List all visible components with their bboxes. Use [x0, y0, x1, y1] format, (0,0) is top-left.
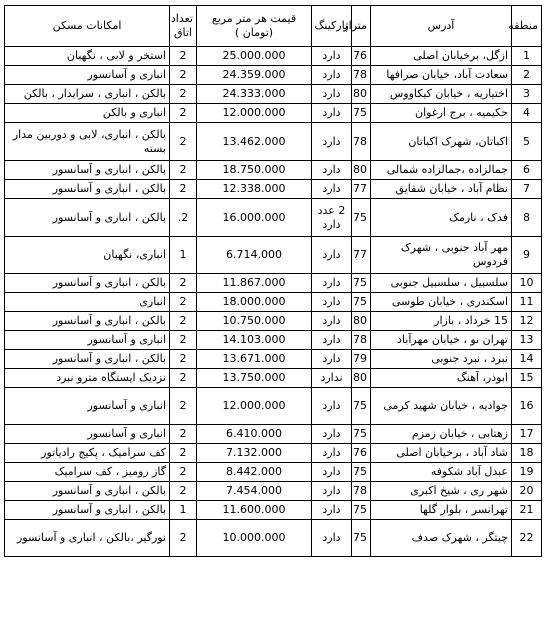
cell-region: 8	[512, 199, 542, 237]
cell-price: 25.000.000	[197, 47, 312, 66]
cell-area: 80	[352, 161, 371, 180]
cell-region: 22	[512, 520, 542, 557]
cell-region: 10	[512, 274, 542, 293]
cell-address: جوادیه ، خیابان شهید کرمی	[371, 388, 512, 425]
cell-price: 16.000.000	[197, 199, 312, 237]
cell-region: 21	[512, 501, 542, 520]
cell-area: 78	[352, 123, 371, 161]
cell-region: 19	[512, 463, 542, 482]
cell-rooms: 2	[170, 520, 197, 557]
cell-amenities: انباری و آسانسور	[5, 388, 170, 425]
table-row	[5, 199, 542, 237]
cell-amenities: بالکن ، انباری و آسانسور	[5, 312, 170, 331]
header-address: آدرس	[371, 6, 512, 47]
table-row	[5, 425, 542, 444]
cell-region: 15	[512, 369, 542, 388]
cell-address: اسکندری ، خیابان طوسی	[371, 293, 512, 312]
cell-rooms: 2	[170, 66, 197, 85]
cell-region: 13	[512, 331, 542, 350]
cell-area: 80	[352, 369, 371, 388]
cell-rooms: 1	[170, 501, 197, 520]
cell-area: 75	[352, 388, 371, 425]
cell-area: 75	[352, 463, 371, 482]
table-row	[5, 85, 542, 104]
cell-region: 7	[512, 180, 542, 199]
cell-amenities: انباری	[5, 293, 170, 312]
cell-area: 78	[352, 482, 371, 501]
cell-price: 8.442.000	[197, 463, 312, 482]
header-row	[5, 6, 542, 47]
table-row	[5, 350, 542, 369]
cell-parking: دارد	[312, 331, 352, 350]
table-row	[5, 482, 542, 501]
cell-area: 75	[352, 274, 371, 293]
cell-amenities: بالکن ، انباری و آسانسور	[5, 180, 170, 199]
cell-rooms: 1	[170, 237, 197, 274]
cell-region: 16	[512, 388, 542, 425]
cell-parking: دارد	[312, 520, 352, 557]
cell-price: 24.359.000	[197, 66, 312, 85]
cell-region: 1	[512, 47, 542, 66]
cell-price: 11.867.000	[197, 274, 312, 293]
cell-parking: دارد	[312, 66, 352, 85]
cell-address: نبرد ، نبرد جنوبی	[371, 350, 512, 369]
cell-price: 7.454.000	[197, 482, 312, 501]
cell-area: 75	[352, 501, 371, 520]
cell-amenities: نورگیر ،بالکن ، انباری و آسانسور	[5, 520, 170, 557]
cell-parking: دارد	[312, 312, 352, 331]
cell-address: شهر ری ، شیخ اکبری	[371, 482, 512, 501]
cell-area: 79	[352, 350, 371, 369]
cell-address: عبدل آباد شکوفه	[371, 463, 512, 482]
cell-amenities: بالکن ، انباری و آسانسور	[5, 501, 170, 520]
cell-rooms: 2	[170, 274, 197, 293]
cell-price: 13.462.000	[197, 123, 312, 161]
header-price: قیمت هر متر مربع (تومان )	[197, 6, 312, 47]
cell-amenities: بالکن ، انباری ، سرایدار ، بالکن	[5, 85, 170, 104]
cell-rooms: 2	[170, 369, 197, 388]
cell-address: ازگل، برخیابان اصلی	[371, 47, 512, 66]
table-row	[5, 47, 542, 66]
cell-parking: دارد	[312, 293, 352, 312]
cell-address: تهران نو ، خیابان مهرآباد	[371, 331, 512, 350]
cell-parking: دارد	[312, 104, 352, 123]
cell-region: 18	[512, 444, 542, 463]
cell-parking: دارد	[312, 501, 352, 520]
cell-price: 13.750.000	[197, 369, 312, 388]
table-row	[5, 66, 542, 85]
cell-rooms: 2	[170, 123, 197, 161]
cell-amenities: گاز رومیز ، کف سرامیک	[5, 463, 170, 482]
cell-parking: دارد	[312, 482, 352, 501]
cell-parking: دارد	[312, 444, 352, 463]
table-body	[5, 47, 542, 557]
table-row	[5, 331, 542, 350]
cell-area: 75	[352, 293, 371, 312]
cell-parking: دارد	[312, 463, 352, 482]
cell-address: 15 خرداد ، بازار	[371, 312, 512, 331]
cell-region: 2	[512, 66, 542, 85]
cell-price: 12.000.000	[197, 104, 312, 123]
cell-parking: دارد	[312, 123, 352, 161]
cell-parking: دارد	[312, 47, 352, 66]
cell-address: فدک ، نارمک	[371, 199, 512, 237]
cell-area: 75	[352, 520, 371, 557]
cell-rooms: 2	[170, 47, 197, 66]
cell-address: حکیمیه ، برج ارغوان	[371, 104, 512, 123]
cell-rooms: 2	[170, 482, 197, 501]
cell-amenities: انباری، نگهبان	[5, 237, 170, 274]
cell-region: 11	[512, 293, 542, 312]
housing-table	[4, 5, 542, 557]
cell-region: 9	[512, 237, 542, 274]
cell-address: سعادت آباد، خیابان صرافها	[371, 66, 512, 85]
table-row	[5, 237, 542, 274]
cell-address: تهرانسر ، بلوار گلها	[371, 501, 512, 520]
table-row	[5, 123, 542, 161]
cell-area: 75	[352, 104, 371, 123]
cell-address: نظام آباد ، خیابان شقایق	[371, 180, 512, 199]
cell-amenities: انباری و بالکن	[5, 104, 170, 123]
cell-parking: دارد	[312, 85, 352, 104]
cell-rooms: 2	[170, 425, 197, 444]
cell-parking: دارد	[312, 350, 352, 369]
cell-address: سلسبیل ، سلسبیل جنوبی	[371, 274, 512, 293]
cell-amenities: بالکن ، انباری و آسانسور	[5, 350, 170, 369]
cell-price: 11.600.000	[197, 501, 312, 520]
cell-rooms: 2	[170, 180, 197, 199]
cell-rooms: 2	[170, 85, 197, 104]
cell-rooms: 2.	[170, 199, 197, 237]
cell-region: 5	[512, 123, 542, 161]
table-row	[5, 293, 542, 312]
cell-amenities: بالکن ، انباری، لابی و دوربین مدار بسته	[5, 123, 170, 161]
cell-region: 12	[512, 312, 542, 331]
table-row	[5, 444, 542, 463]
table-row	[5, 180, 542, 199]
cell-area: 76	[352, 444, 371, 463]
header-area: متراژ	[352, 6, 371, 47]
housing-table-container	[4, 5, 542, 557]
cell-region: 20	[512, 482, 542, 501]
table-row	[5, 463, 542, 482]
cell-price: 24.333.000	[197, 85, 312, 104]
cell-address: چیتگر ، شهرک صدف	[371, 520, 512, 557]
cell-price: 18.000.000	[197, 293, 312, 312]
cell-address: ابوذر، آهنگ	[371, 369, 512, 388]
cell-region: 17	[512, 425, 542, 444]
cell-rooms: 2	[170, 388, 197, 425]
cell-area: 80	[352, 85, 371, 104]
cell-rooms: 2	[170, 161, 197, 180]
cell-amenities: بالکن ، انباری و آسانسور	[5, 482, 170, 501]
cell-area: 75	[352, 199, 371, 237]
cell-parking: دارد	[312, 388, 352, 425]
cell-rooms: 2	[170, 312, 197, 331]
table-row	[5, 274, 542, 293]
header-parking: پارکینگ	[312, 6, 352, 47]
cell-parking: دارد	[312, 237, 352, 274]
cell-price: 14.103.000	[197, 331, 312, 350]
cell-amenities: نزدیک ایستگاه مترو نبرد	[5, 369, 170, 388]
cell-rooms: 2	[170, 104, 197, 123]
cell-amenities: بالکن ، انباری و آسانسور	[5, 161, 170, 180]
cell-price: 7.132.000	[197, 444, 312, 463]
cell-amenities: کف سرامیک ، پکیج رادیاتور	[5, 444, 170, 463]
cell-amenities: بالکن ، انباری و آسانسور	[5, 274, 170, 293]
cell-address: زهتابی ، خیابان زمزم	[371, 425, 512, 444]
cell-parking: دارد	[312, 180, 352, 199]
cell-rooms: 2	[170, 331, 197, 350]
cell-parking: 2 عدد دارد	[312, 199, 352, 237]
cell-rooms: 2	[170, 350, 197, 369]
cell-price: 13.671.000	[197, 350, 312, 369]
header-rooms: تعداد اتاق	[170, 6, 197, 47]
cell-area: 77	[352, 237, 371, 274]
cell-area: 78	[352, 66, 371, 85]
cell-parking: دارد	[312, 161, 352, 180]
cell-area: 77	[352, 180, 371, 199]
cell-rooms: 2	[170, 293, 197, 312]
table-row	[5, 104, 542, 123]
header-region: منطقه	[512, 6, 542, 47]
cell-address: اختیاریه ، خیابان کیکاووس	[371, 85, 512, 104]
cell-amenities: استخر و لابی ، نگهبان	[5, 47, 170, 66]
table-row	[5, 520, 542, 557]
cell-region: 6	[512, 161, 542, 180]
cell-address: اکباتان، شهرک اکباتان	[371, 123, 512, 161]
cell-rooms: 2	[170, 444, 197, 463]
cell-price: 6.410.000	[197, 425, 312, 444]
cell-area: 75	[352, 425, 371, 444]
cell-region: 4	[512, 104, 542, 123]
cell-region: 3	[512, 85, 542, 104]
cell-address: مهر آباد جنوبی ، شهرک فردوس	[371, 237, 512, 274]
cell-amenities: بالکن ، انباری و آسانسور	[5, 199, 170, 237]
header-amenities: امکانات مسکن	[5, 6, 170, 47]
cell-region: 14	[512, 350, 542, 369]
table-row	[5, 369, 542, 388]
cell-price: 12.000.000	[197, 388, 312, 425]
cell-parking: ندارد	[312, 369, 352, 388]
cell-area: 80	[352, 312, 371, 331]
table-row	[5, 312, 542, 331]
cell-price: 12.338.000	[197, 180, 312, 199]
cell-parking: دارد	[312, 425, 352, 444]
cell-area: 78	[352, 331, 371, 350]
cell-price: 10.750.000	[197, 312, 312, 331]
cell-amenities: انباری و آسانسور	[5, 425, 170, 444]
table-row	[5, 388, 542, 425]
cell-address: جمالزاده ،جمالزاده شمالی	[371, 161, 512, 180]
cell-price: 18.750.000	[197, 161, 312, 180]
cell-price: 6.714.000	[197, 237, 312, 274]
cell-parking: دارد	[312, 274, 352, 293]
cell-rooms: 2	[170, 463, 197, 482]
cell-amenities: انباری و آسانسور	[5, 66, 170, 85]
cell-area: 76	[352, 47, 371, 66]
cell-price: 10.000.000	[197, 520, 312, 557]
cell-amenities: انباری و آسانسور	[5, 331, 170, 350]
table-row	[5, 501, 542, 520]
cell-address: شاد آباد ، برخیابان اصلی	[371, 444, 512, 463]
table-row	[5, 161, 542, 180]
